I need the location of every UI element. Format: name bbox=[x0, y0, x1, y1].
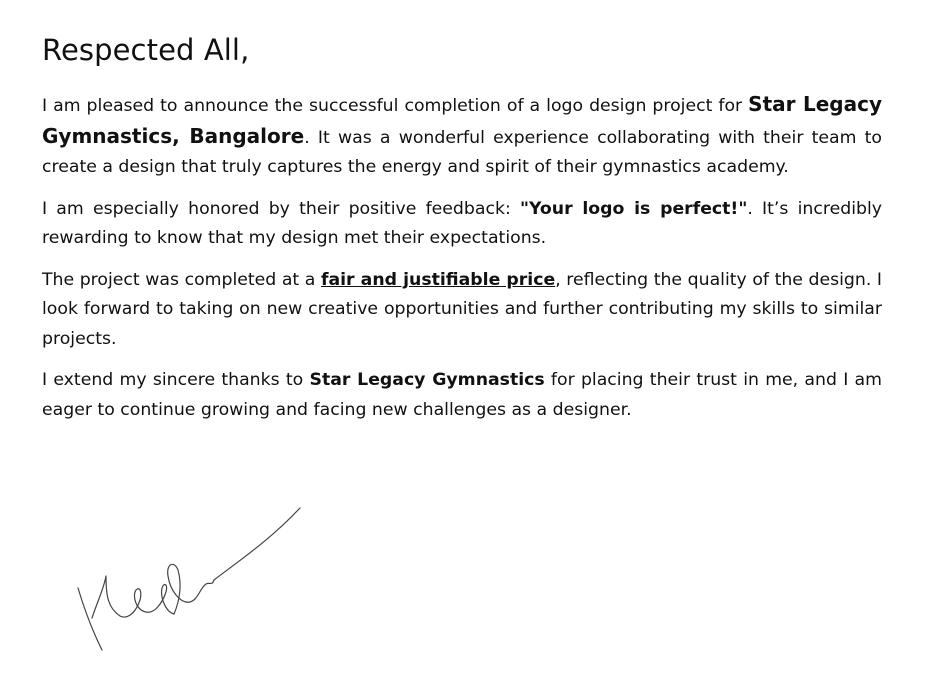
p3-text-a: The project was completed at a bbox=[42, 269, 321, 290]
p1-text-a: I am pleased to announce the successful completion of a logo design project for bbox=[42, 96, 749, 116]
signature-icon bbox=[70, 500, 310, 660]
feedback-quote: "Your logo is perfect!" bbox=[520, 198, 748, 219]
signature-stroke-loop bbox=[168, 564, 214, 614]
paragraph-pricing bbox=[42, 266, 882, 355]
p1-text-c: . It was a wonderful experience collaborating with their team to create a design that truly captures the energy and spirit of their gymnastics academy. bbox=[42, 127, 883, 177]
paragraph-thanks bbox=[42, 366, 882, 425]
p4-text-c: for placing their trust in me, and I am eager to continue growing and facing new challenges as a designer. bbox=[42, 370, 882, 420]
p2-text-c: . It’s incredibly rewarding to know that my design met their expectations. bbox=[42, 198, 882, 248]
salutation: Respected All, bbox=[42, 33, 250, 67]
letter-body bbox=[42, 28, 882, 437]
p4-text-a: I extend my sincere thanks to bbox=[42, 370, 310, 390]
p3-text-c: , reflecting the quality of the design. I look forward to taking on new creative opportunities and further contributing my skills to similar projects. bbox=[42, 269, 883, 349]
p2-text-a: I am especially honored by their positive feedback: bbox=[42, 198, 520, 219]
client-name-thanks: Star Legacy Gymnastics bbox=[309, 370, 545, 390]
client-name: Star Legacy Gymnastics, Bangalore bbox=[42, 92, 882, 148]
signature-stroke-k-stem bbox=[78, 588, 102, 650]
paragraph-feedback bbox=[42, 195, 882, 254]
price-highlight: fair and justifiable price bbox=[320, 269, 556, 290]
signature-stroke-k-arm bbox=[92, 576, 174, 618]
paragraph-announcement bbox=[42, 90, 882, 183]
signature-stroke-tail bbox=[214, 508, 300, 580]
